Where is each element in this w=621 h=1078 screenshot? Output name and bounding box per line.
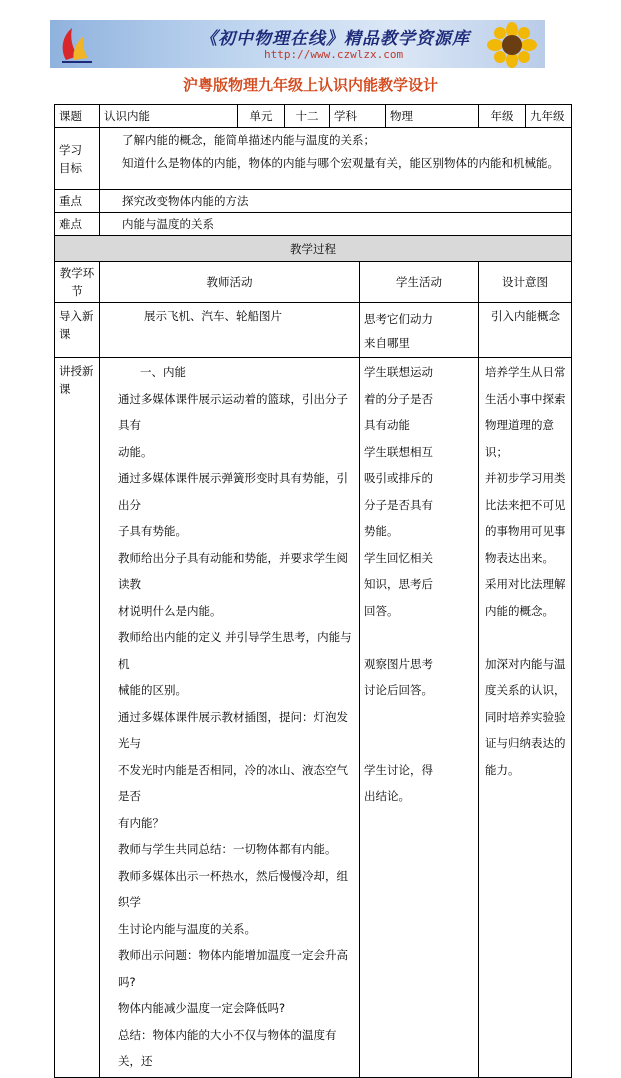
student-activity-line: 具有动能 xyxy=(364,418,410,432)
goals-label-line2: 目标 xyxy=(59,160,82,175)
student-activity-line xyxy=(364,624,474,651)
difficulty-label: 难点 xyxy=(55,213,100,236)
design-intent-line: 加深对内能与温 xyxy=(485,656,566,671)
teacher-activity-line: 不发光时内能是否相同，冷的冰山、液态空气是否 xyxy=(118,762,348,803)
unit-value: 十二 xyxy=(285,105,330,128)
design-intent-line: 采用对比法理解 xyxy=(485,577,566,591)
unit-label: 单元 xyxy=(238,105,285,128)
grade-label: 年级 xyxy=(479,105,526,128)
subject-label: 学科 xyxy=(330,105,386,128)
student-activity-line: 着的分子是否 xyxy=(364,391,433,406)
key-point-row xyxy=(55,190,572,213)
design-intent-line: 证与归纳表达的 xyxy=(485,736,566,750)
design-intent-line: 能力。 xyxy=(485,762,520,777)
col-stage-header: 教学环节 xyxy=(55,262,100,303)
topic-value: 认识内能 xyxy=(100,105,238,128)
teacher-activity-line: 教师给出分子具有动能和势能，并要求学生阅读教 xyxy=(118,550,348,591)
teacher-activity-line: 动能。 xyxy=(118,444,153,459)
goal-line-1: 了解内能的概念，能简单描述内能与温度的关系； xyxy=(122,133,375,147)
student-activity-line: 学生联想相互 xyxy=(364,444,433,459)
design-intent-line: 度关系的认识， xyxy=(485,683,566,697)
student-activity-line: 讨论后回答。 xyxy=(364,683,433,697)
teacher-activity-line: 生讨论内能与温度的关系。 xyxy=(118,921,256,936)
design-intent-line: 内能的概念。 xyxy=(485,603,554,618)
teacher-activity-line: 教师出示问题：物体内能增加温度一定会升高吗? xyxy=(118,948,348,989)
teacher-activity-line: 通过多媒体课件展示运动着的篮球，引出分子具有 xyxy=(118,391,348,432)
student-activity-line: 分子是否具有 xyxy=(364,497,433,512)
banner-title: 《初中物理在线》精品教学资源库 xyxy=(200,29,470,49)
teacher-activity-line: 通过多媒体课件展示教材插图，提问：灯泡发光与 xyxy=(118,709,348,750)
grade-value: 九年级 xyxy=(526,105,572,128)
design-intent-line: 物理道理的意识； xyxy=(485,418,554,459)
lesson-plan-table xyxy=(54,104,572,1078)
site-logo-icon xyxy=(56,24,96,64)
lecture-stage: 讲授新课 xyxy=(55,358,100,1078)
teacher-activity-line: 通过多媒体课件展示弹簧形变时具有势能，引出分 xyxy=(118,471,348,512)
goals-content xyxy=(100,128,572,190)
key-point-value: 探究改变物体内能的方法 xyxy=(100,190,572,213)
lecture-student-lines xyxy=(364,359,474,810)
goal-line-2: 知道什么是物体的内能，物体的内能与哪个宏观量有关，能区别物体的内能和机械能。 xyxy=(122,156,559,170)
subject-value: 物理 xyxy=(386,105,479,128)
teacher-activity-line: 有内能？ xyxy=(118,815,164,830)
design-intent-line: 物表达出来。 xyxy=(485,550,554,565)
teacher-activity-line: 材说明什么是内能。 xyxy=(118,603,222,618)
student-activity-line xyxy=(364,704,474,731)
student-activity-line: 学生讨论，得 xyxy=(364,762,433,777)
design-intent-line: 生活小事中探索 xyxy=(485,391,566,406)
col-student-header: 学生活动 xyxy=(360,262,479,303)
teacher-activity-line: 物体内能减少温度一定会降低吗? xyxy=(118,1001,286,1015)
intro-row xyxy=(55,303,572,358)
design-intent-line: 培养学生从日常 xyxy=(485,365,566,379)
intro-stage: 导入新课 xyxy=(55,303,100,358)
teacher-activity-line: 教师多媒体出示一杯热水，然后慢慢冷却，组织学 xyxy=(118,868,348,909)
document-title: 沪粤版物理九年级上认识内能教学设计 xyxy=(182,76,438,94)
student-activity-line: 吸引或排斥的 xyxy=(364,471,433,485)
teacher-activity-line: 教师与学生共同总结：一切物体都有内能。 xyxy=(118,842,337,856)
goals-row xyxy=(55,128,572,190)
student-activity-line: 学生联想运动 xyxy=(364,365,433,379)
design-intent-line: 并初步学习用类 xyxy=(485,471,566,485)
lecture-design xyxy=(479,358,572,1078)
lecture-row xyxy=(55,358,572,1078)
key-point-label: 重点 xyxy=(55,190,100,213)
student-activity-line: 知识，思考后 xyxy=(364,577,433,591)
teacher-activity-line: 一、内能 xyxy=(140,365,186,379)
intro-design: 引入内能概念 xyxy=(479,303,572,358)
col-teacher-header: 教师活动 xyxy=(100,262,360,303)
design-intent-line: 比法来把不可见 xyxy=(485,497,566,512)
teacher-activity-line: 子具有势能。 xyxy=(118,524,187,538)
sunflower-icon xyxy=(483,22,541,68)
teacher-activity-line: 总结：物体内能的大小不仅与物体的温度有关，还 xyxy=(118,1027,337,1068)
design-intent-line: 同时培养实验验 xyxy=(485,709,566,724)
process-header-row xyxy=(55,236,572,262)
goals-label xyxy=(55,128,100,190)
student-activity-line: 势能。 xyxy=(364,524,399,538)
intro-student-line1: 思考它们动力 xyxy=(364,312,433,326)
student-activity-line: 学生回忆相关 xyxy=(364,550,433,565)
column-header-row xyxy=(55,262,572,303)
teacher-activity-line: 教师给出内能的定义 并引导学生思考，内能与机 xyxy=(118,630,352,671)
intro-teacher: 展示飞机、汽车、轮船图片 xyxy=(100,303,360,358)
student-activity-line: 出结论。 xyxy=(364,789,410,803)
difficulty-row xyxy=(55,213,572,236)
lecture-teacher-lines xyxy=(118,359,355,1075)
teacher-activity-line: 械能的区别。 xyxy=(118,683,187,697)
intro-student-line2: 来自哪里 xyxy=(364,336,410,350)
topic-label: 课题 xyxy=(55,105,100,128)
lecture-design-lines xyxy=(485,359,567,783)
banner-url: http://www.czwlzx.com xyxy=(264,48,404,61)
header-banner xyxy=(50,20,545,68)
intro-student xyxy=(360,303,479,358)
student-activity-line: 观察图片思考 xyxy=(364,656,433,671)
lecture-student xyxy=(360,358,479,1078)
design-intent-line: 的事物用可见事 xyxy=(485,524,566,538)
difficulty-value: 内能与温度的关系 xyxy=(100,213,572,236)
design-intent-line xyxy=(485,624,567,651)
student-activity-line: 回答。 xyxy=(364,603,399,618)
col-design-header: 设计意图 xyxy=(479,262,572,303)
process-header: 教学过程 xyxy=(55,236,572,262)
info-row xyxy=(55,105,572,128)
goals-label-line1: 学习 xyxy=(59,142,82,157)
student-activity-line xyxy=(364,730,474,757)
lecture-teacher xyxy=(100,358,360,1078)
